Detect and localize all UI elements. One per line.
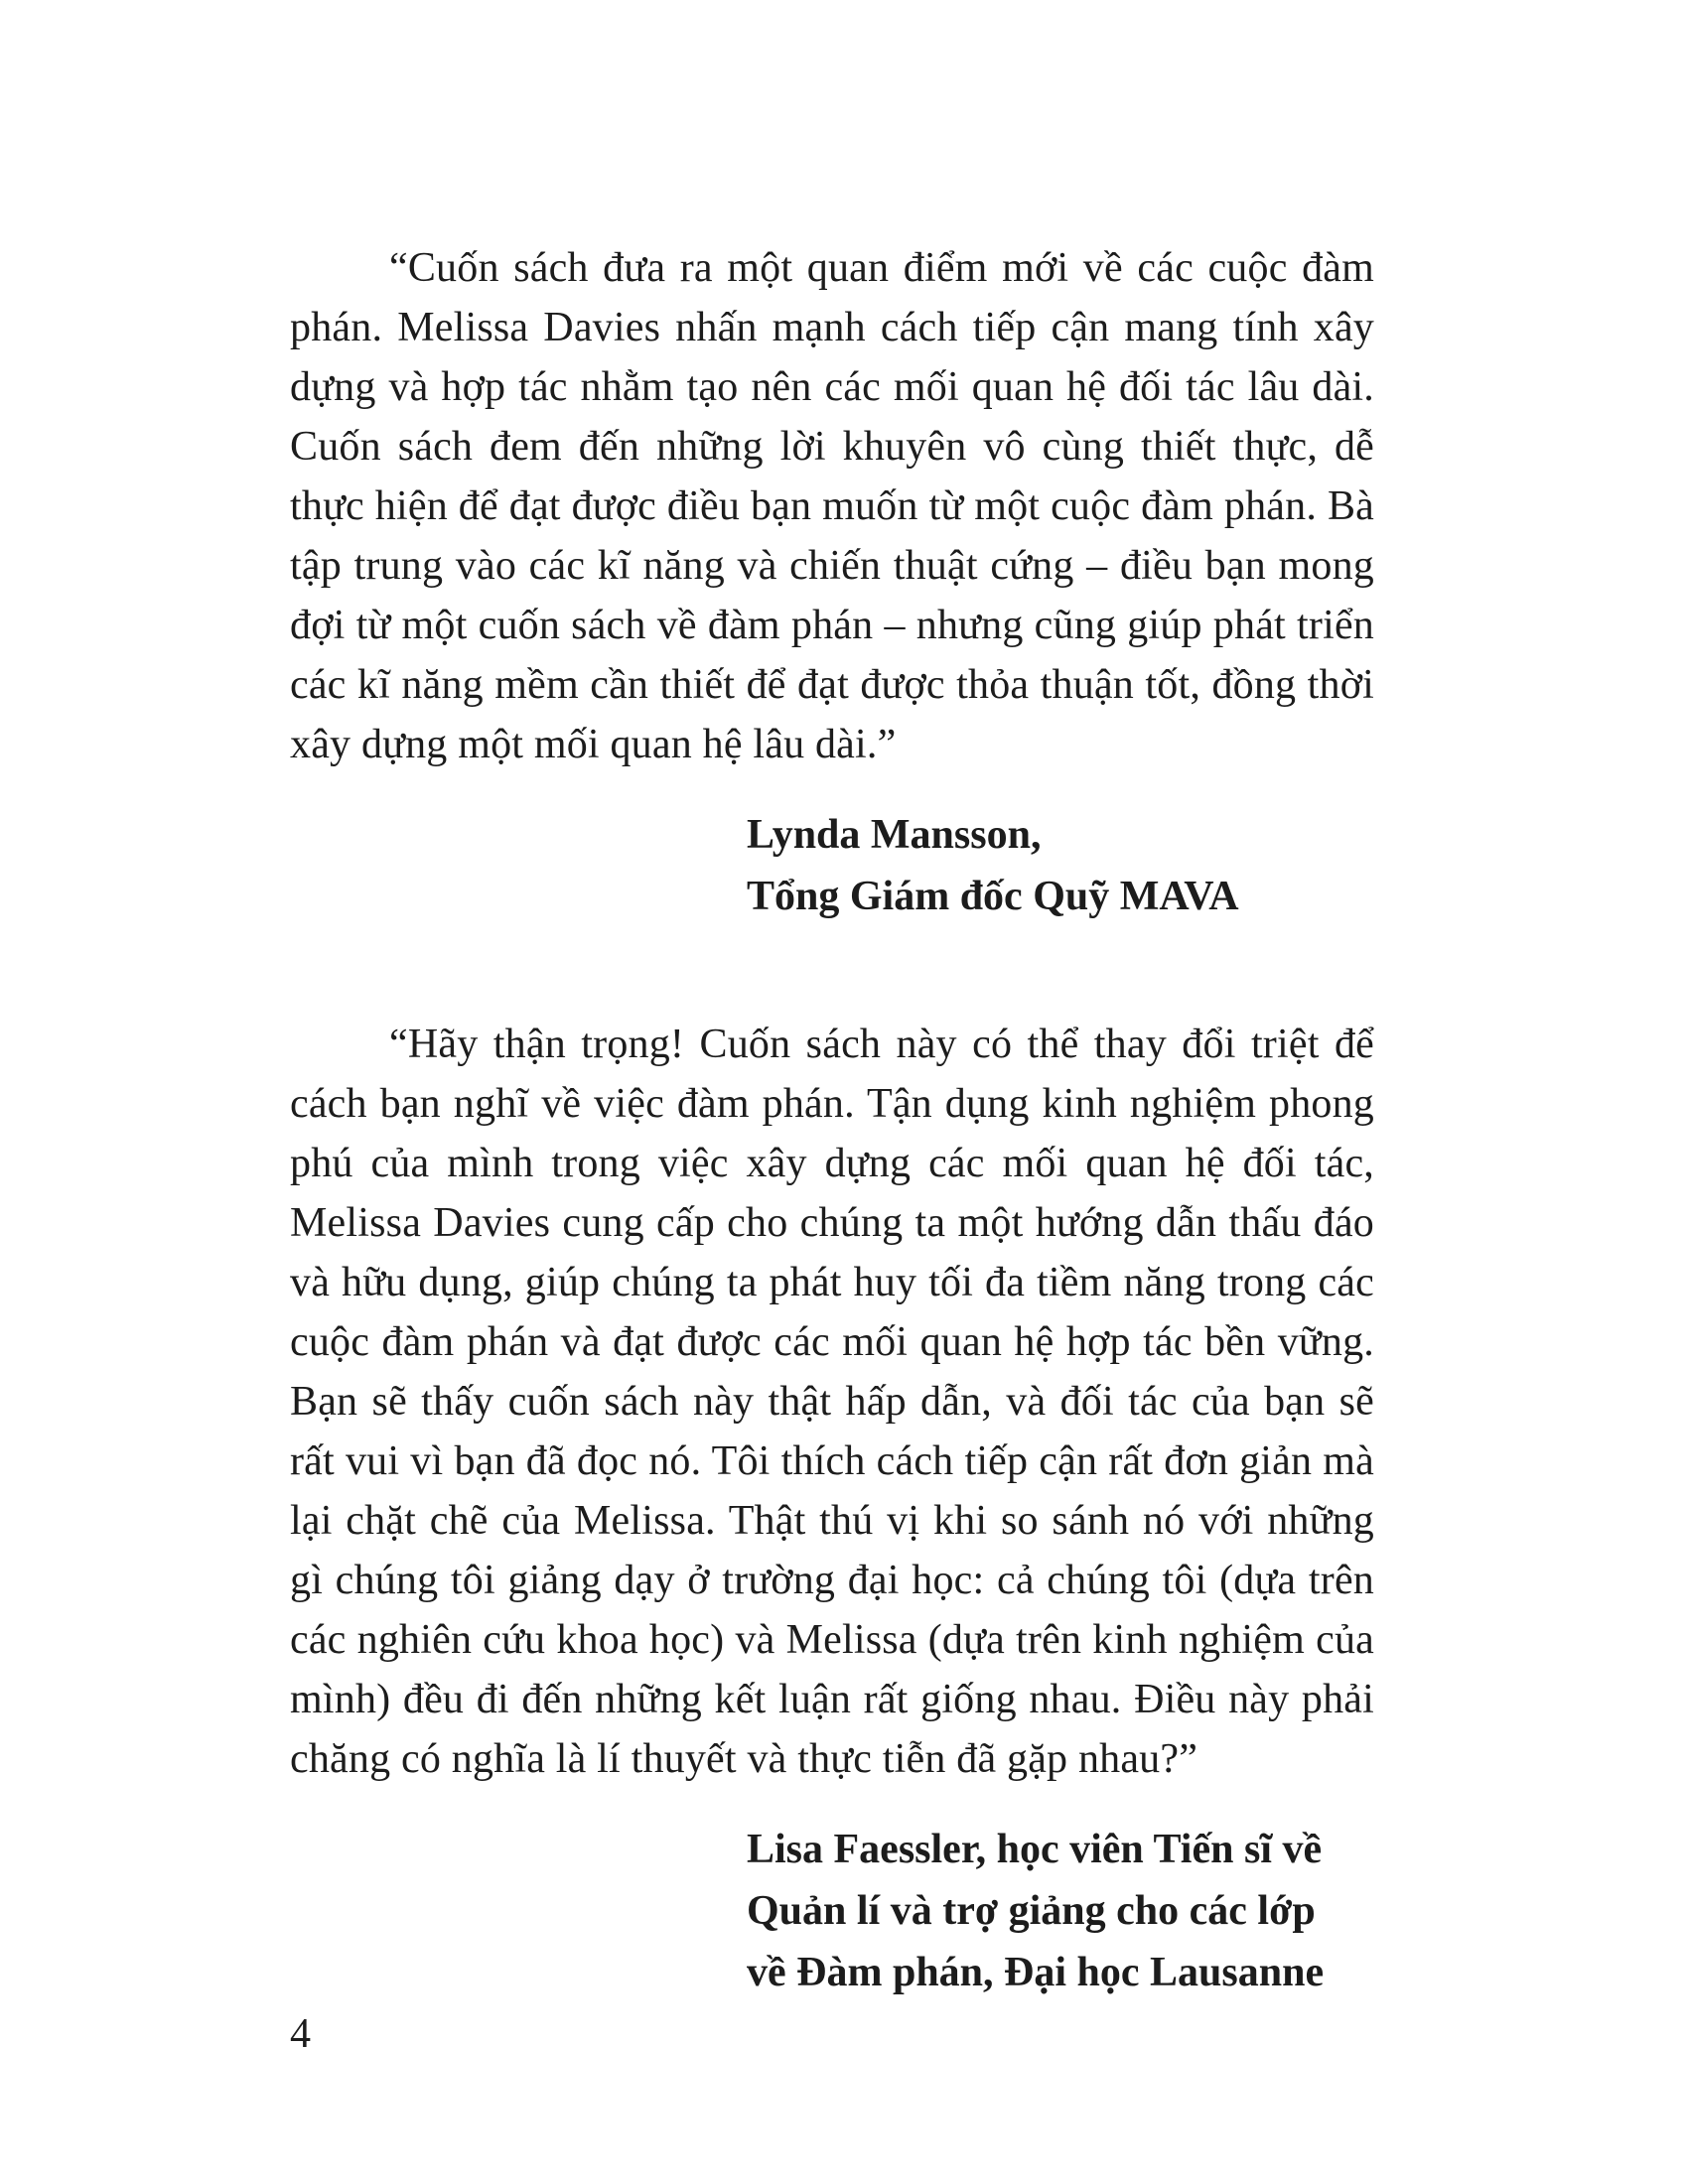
attribution-line: Quản lí và trợ giảng cho các lớp (747, 1888, 1316, 1934)
testimonial-quote-1 (290, 238, 1374, 927)
attribution-line: Tổng Giám đốc Quỹ MAVA (747, 874, 1239, 919)
testimonial-1-attribution (747, 804, 1374, 927)
attribution-line: Lisa Faessler, học viên Tiến sĩ về (747, 1827, 1323, 1872)
testimonial-1-text: “Cuốn sách đưa ra một quan điểm mới về các cuộc đàm phán. Melissa Davies nhấn mạnh cách tiếp cận mang tính xây dựng và hợp tác nhằm tạo nên các mối quan hệ đối tác lâu dài. Cuốn sách đem đến những lời khuyên vô cùng thiết thực, dễ thực hiện để đạt được điều bạn muốn từ một cuộc đàm phán. Bà tập trung vào các kĩ năng và chiến thuật cứng – điều bạn mong đợi từ một cuốn sách về đàm phán – nhưng cũng giúp phát triển các kĩ năng mềm cần thiết để đạt được thỏa thuận tốt, đồng thời xây dựng một mối quan hệ lâu dài.” (290, 245, 1374, 767)
testimonial-quote-2 (290, 1015, 1374, 2003)
page-content (290, 238, 1374, 2003)
page-number: 4 (290, 2011, 311, 2057)
attribution-line: về Đàm phán, Đại học Lausanne (747, 1950, 1325, 1995)
attribution-line: Lynda Mansson, (747, 812, 1042, 858)
testimonial-2-text: “Hãy thận trọng! Cuốn sách này có thể thay đổi triệt để cách bạn nghĩ về việc đàm phán. Tận dụng kinh nghiệm phong phú của mình trong việc xây dựng các mối quan hệ đối tác, Melissa Davies cung cấp cho chúng ta một hướng dẫn thấu đáo và hữu dụng, giúp chúng ta phát huy tối đa tiềm năng trong các cuộc đàm phán và đạt được các mối quan hệ hợp tác bền vững. Bạn sẽ thấy cuốn sách này thật hấp dẫn, và đối tác của bạn sẽ rất vui vì bạn đã đọc nó. Tôi thích cách tiếp cận rất đơn giản mà lại chặt chẽ của Melissa. Thật thú vị khi so sánh nó với những gì chúng tôi giảng dạy ở trường đại học: cả chúng tôi (dựa trên các nghiên cứu khoa học) và Melissa (dựa trên kinh nghiệm của mình) đều đi đến những kết luận rất giống nhau. Điều này phải chăng có nghĩa là lí thuyết và thực tiễn đã gặp nhau?” (290, 1022, 1374, 1782)
testimonial-2-attribution (747, 1819, 1374, 2003)
